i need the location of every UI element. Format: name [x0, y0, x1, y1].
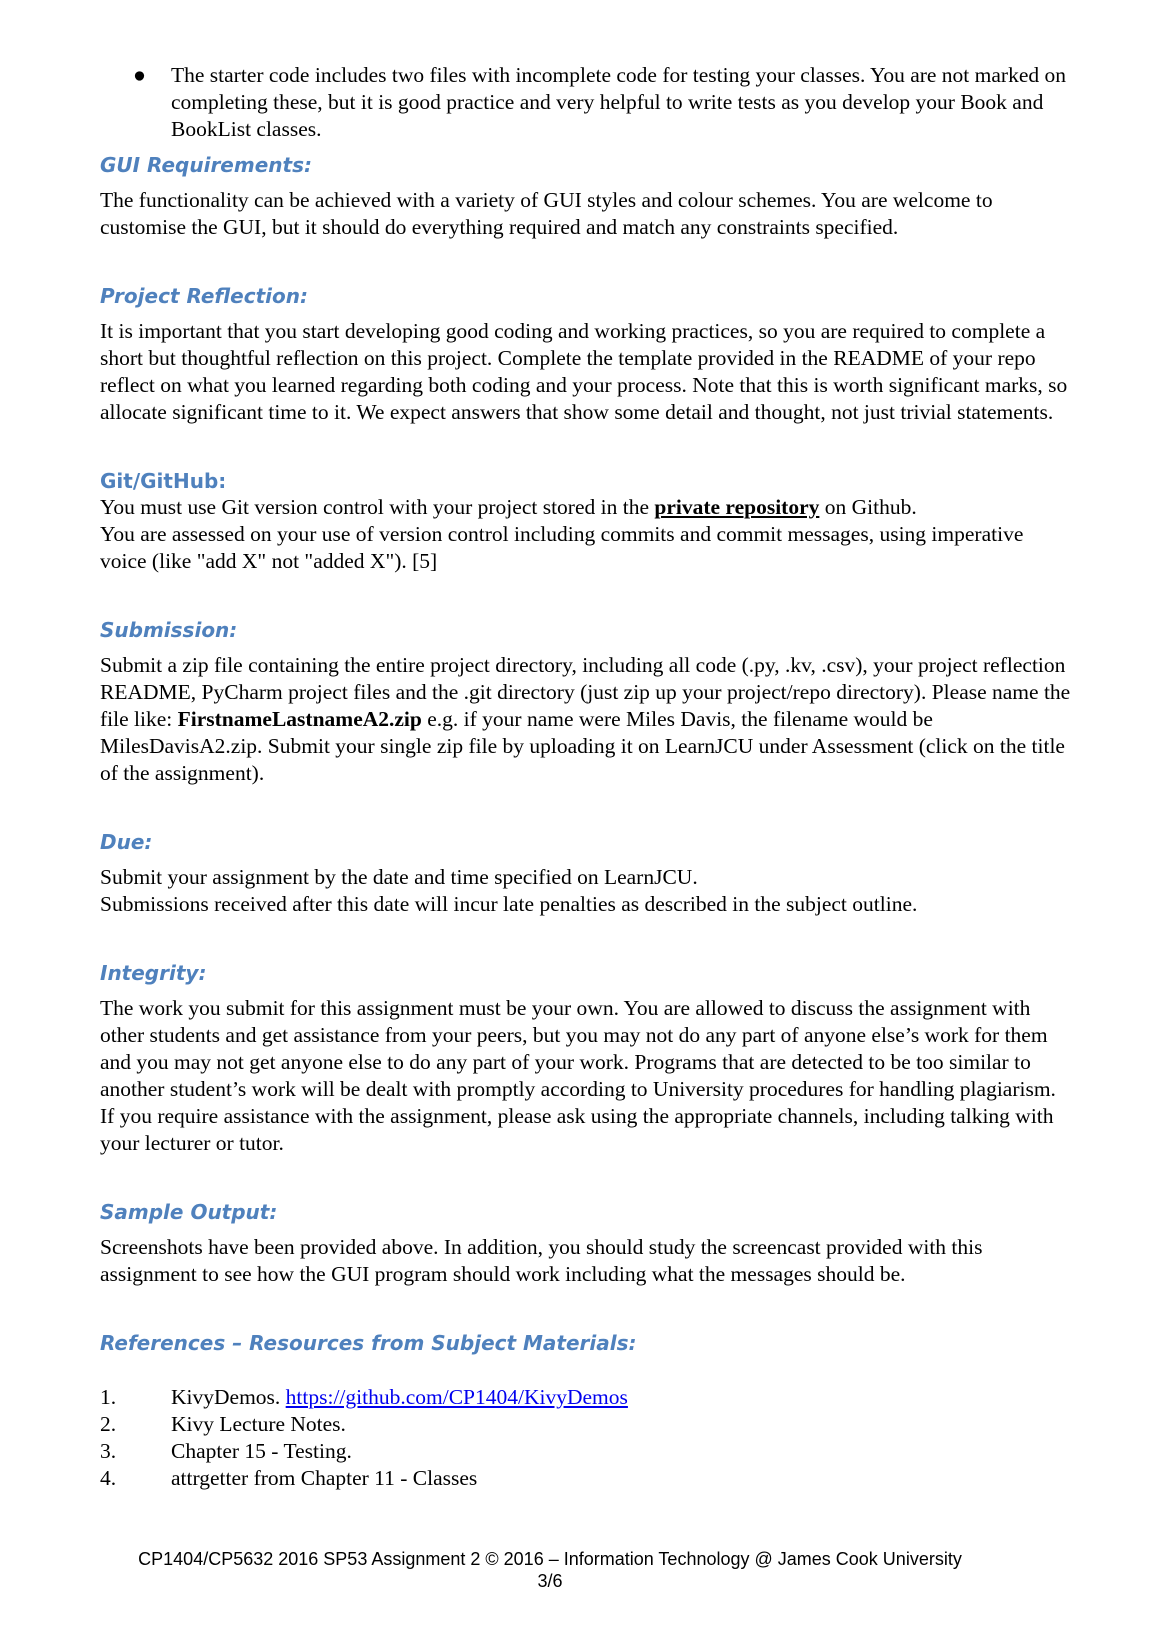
references-list [100, 1384, 1075, 1492]
submission-heading: Submission: [100, 618, 238, 642]
reference-item: 2. Kivy Lecture Notes. [100, 1412, 346, 1436]
page-number: 3/6 [537, 1571, 563, 1591]
project-reflection-text: It is important that you start developing good coding and working practices, so you are required to complete a short but thoughtful reflection on this project. Complete the template provided in the README of your repo reflect on what you learned regarding both coding and your process. Note that this is worth significant marks, so allocate significant time to it. We expect answers that show some detail and thought, not just trivial statements. [100, 319, 1068, 424]
bullet-item [100, 62, 1075, 143]
sample-output-text: Screenshots have been provided above. In addition, you should study the screencast provided with this assignment to see how the GUI program should work including what the messages should be. [100, 1235, 983, 1286]
git-github-text-2: You are assessed on your use of version control including commits and commit messages, using imperative voice (like "add X" not "added X"). [5] [100, 522, 1024, 573]
page-footer [0, 1548, 1100, 1592]
due-heading: Due: [100, 830, 153, 854]
references-heading: References – Resources from Subject Materials: [100, 1331, 637, 1355]
due-text-2: Submissions received after this date will incur late penalties as described in the subject outline. [100, 892, 918, 916]
integrity-text-1: The work you submit for this assignment must be your own. You are allowed to discuss the assignment with other students and get assistance from your peers, but you may not do any part of anyone else’s work for them and you may not get anyone else to do any part of your work. Programs that are detected to be too similar to another student’s work will be dealt with promptly according to University procedures for handling plagiarism. [100, 996, 1056, 1101]
document-page [100, 62, 1075, 1492]
git-github-heading: Git/GitHub: [100, 469, 227, 493]
reference-item: 1. KivyDemos. https://github.com/CP1404/KivyDemos [100, 1385, 628, 1409]
private-repository-text: private repository [654, 495, 820, 519]
reference-item: 3. Chapter 15 - Testing. [100, 1439, 352, 1463]
submission-text: Submit a zip file containing the entire project directory, including all code (.py, .kv, .csv), your project reflection README, PyCharm project files and the .git directory (just zip up your project/repo directory). Please name the file like: FirstnameLastnameA2.zip e.g. if your name were Miles Davis, the filename would be MilesDavisA2.zip. Submit your single zip file by uploading it on LearnJCU under Assessment (click on the title of the assignment). [100, 653, 1071, 785]
due-text-1: Submit your assignment by the date and time specified on LearnJCU. [100, 865, 698, 889]
kivydemos-link[interactable]: https://github.com/CP1404/KivyDemos [285, 1385, 628, 1409]
reference-item: 4. attrgetter from Chapter 11 - Classes [100, 1466, 478, 1490]
gui-requirements-heading: GUI Requirements: [100, 153, 312, 177]
footer-copyright: CP1404/CP5632 2016 SP53 Assignment 2 © 2016 – Information Technology @ James Cook University [138, 1549, 962, 1569]
gui-requirements-text: The functionality can be achieved with a variety of GUI styles and colour schemes. You are welcome to customise the GUI, but it should do everything required and match any constraints specified. [100, 188, 993, 239]
bullet-text: The starter code includes two files with incomplete code for testing your classes. You are not marked on completing these, but it is good practice and very helpful to write tests as you develop your Book and BookList classes. [171, 63, 1067, 141]
sample-output-heading: Sample Output: [100, 1200, 278, 1224]
integrity-heading: Integrity: [100, 961, 207, 985]
zip-filename-text: FirstnameLastnameA2.zip [177, 707, 422, 731]
project-reflection-heading: Project Reflection: [100, 284, 308, 308]
bullet-dot-icon: ● [133, 63, 146, 87]
integrity-text-2: If you require assistance with the assignment, please ask using the appropriate channels, including talking with your lecturer or tutor. [100, 1104, 1054, 1155]
git-github-text: You must use Git version control with your project stored in the private repository on Github. [100, 495, 917, 519]
